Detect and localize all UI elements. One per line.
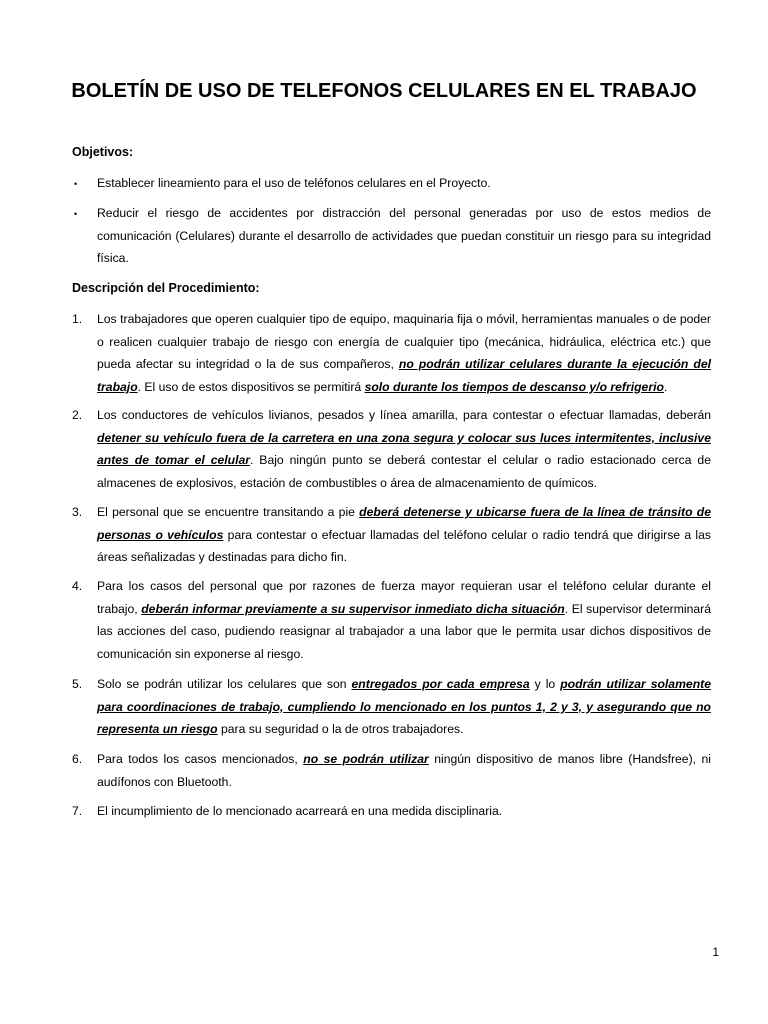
bullet-marker: •: [74, 209, 78, 219]
emphasis-text: no podrán utilizar celulares durante la ejecución del trabajo: [97, 357, 711, 394]
emphasis-text: deberán informar previamente a su supervisor inmediato dicha situación: [141, 601, 565, 616]
procedure-number: 6.: [72, 752, 83, 766]
emphasis-text: entregados por cada empresa: [351, 677, 530, 691]
procedure-number: 7.: [72, 804, 83, 818]
emphasis-text: no se podrán utilizar: [303, 752, 429, 766]
procedure-item: Para todos los casos mencionados, no se podrán utilizar ningún dispositivo de manos libre (Handsfree), ni audífonos con Bluetooth.: [97, 752, 711, 789]
procedure-item: El incumplimiento de lo mencionado acarreará en una medida disciplinaria.: [97, 804, 503, 818]
procedure-number: 5.: [72, 677, 83, 691]
procedure-item: Solo se podrán utilizar los celulares que son entregados por cada empresa y lo podrán utilizar solamente para coordinaciones de trabajo, cumpliendo lo mencionado en los puntos 1, 2 y 3, y asegurando que no representa un riesgo para su seguridad o la de otros trabajadores.: [97, 677, 711, 737]
emphasis-text: solo durante los tiempos de descanso y/o refrigerio: [364, 379, 664, 394]
document-title: BOLETÍN DE USO DE TELEFONOS CELULARES EN EL TRABAJO: [71, 80, 697, 102]
procedure-item: Los conductores de vehículos livianos, pesados y línea amarilla, para contestar o efectuar llamadas, deberán detener su vehículo fuera de la carretera en una zona segura y colocar sus luces intermitentes, inclusive antes de tomar el celular. Bajo ningún punto se deberá contestar el celular o radio estacionado cerca de almacenes de explosivos, estación de combustibles o área de almacenamiento de químicos.: [97, 408, 711, 490]
procedure-number: 2.: [72, 408, 83, 422]
procedure-item: Para los casos del personal que por razones de fuerza mayor requieran usar el teléfono celular durante el trabajo, deberán informar previamente a su supervisor inmediato dicha situación. El supervisor determinará las acciones del caso, pudiendo reasignar al trabajador a una labor que le permita usar dichos dispositivos de comunicación sin exponerse al riesgo.: [97, 579, 711, 661]
emphasis-text: deberá detenerse y ubicarse fuera de la línea de tránsito de personas o vehículos: [97, 505, 711, 542]
page-number: 1: [712, 945, 719, 959]
procedure-number: 1.: [72, 312, 83, 326]
procedure-heading: Descripción del Procedimiento:: [72, 281, 260, 295]
procedure-number: 3.: [72, 505, 83, 519]
objective-item: Establecer lineamiento para el uso de teléfonos celulares en el Proyecto.: [97, 176, 491, 190]
procedure-number: 4.: [72, 579, 83, 593]
bullet-marker: •: [74, 179, 78, 189]
procedure-item: El personal que se encuentre transitando a pie deberá detenerse y ubicarse fuera de la línea de tránsito de personas o vehículos para contestar o efectuar llamadas del teléfono celular o radio tendrá que dirigirse a las áreas señalizadas y destinadas para dicho fin.: [97, 505, 711, 565]
objective-item: Reducir el riesgo de accidentes por distracción del personal generadas por uso de estos medios de comunicación (Celulares) durante el desarrollo de actividades que puedan constituir un riesgo para su integridad física.: [97, 206, 711, 266]
emphasis-text: podrán utilizar solamente para coordinaciones de trabajo, cumpliendo lo mencionado en los puntos 1, 2 y 3, y asegurando que no representa un riesgo: [97, 677, 711, 737]
procedure-item: Los trabajadores que operen cualquier tipo de equipo, maquinaria fija o móvil, herramientas manuales o de poder o realicen cualquier trabajo de riesgo con energía de cualquier tipo (mecánica, hidráulica, eléctrica etc.) que pueda afectar su integridad o la de sus compañeros, no podrán utilizar celulares durante la ejecución del trabajo. El uso de estos dispositivos se permitirá solo durante los tiempos de descanso y/o refrigerio.: [97, 312, 711, 394]
emphasis-text: detener su vehículo fuera de la carretera en una zona segura y colocar sus luces intermitentes, inclusive antes de tomar el celular: [97, 430, 711, 468]
objectives-heading: Objetivos:: [72, 145, 134, 159]
